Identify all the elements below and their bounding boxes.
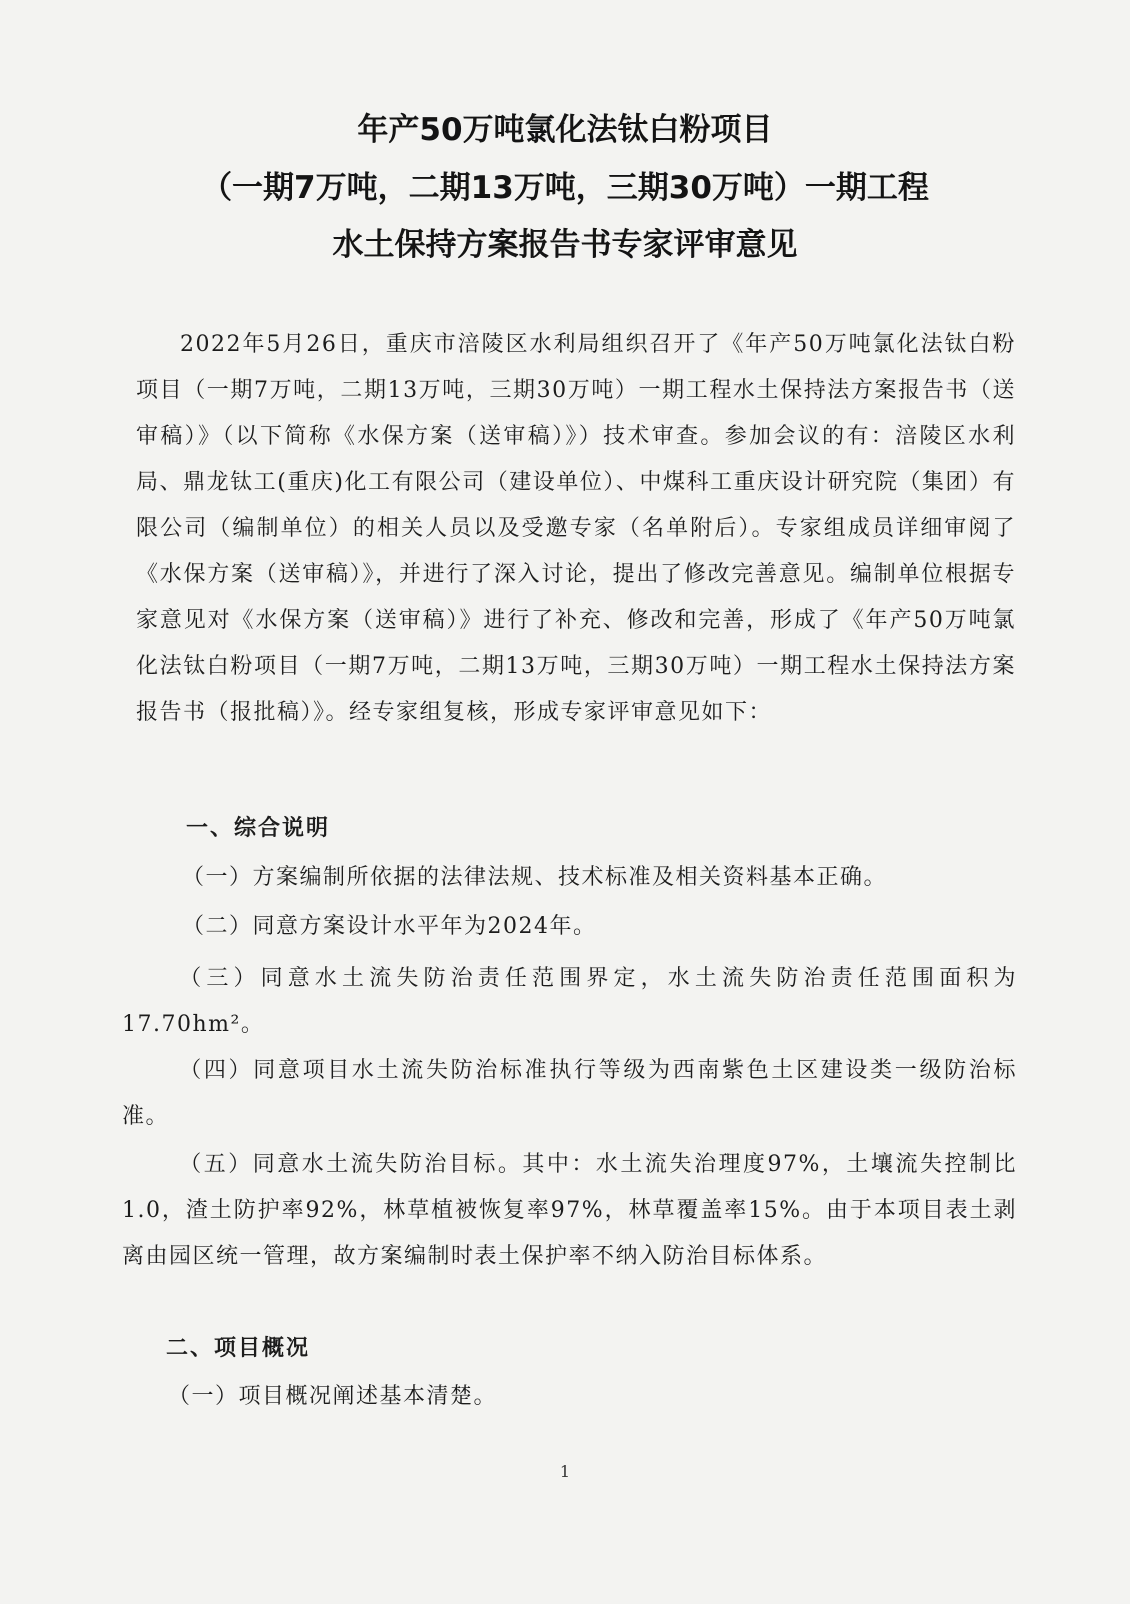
section-1-item-5: （五）同意水土流失防治目标。其中：水土流失治理度97%，土壤流失控制比1.0，渣土防护率92%，林草植被恢复率97%，林草覆盖率15%。由于本项目表土剥离由园区统一管理，故方案编制时表土保护率不纳入防治目标体系。 (122, 1152, 1017, 1269)
section-1-item-1: （一）方案编制所依据的法律法规、技术标准及相关资料基本正确。 (182, 865, 888, 890)
section-2-item-1: （一）项目概况阐述基本清楚。 (168, 1384, 498, 1409)
intro-paragraph: 2022年5月26日，重庆市涪陵区水利局组织召开了《年产50万吨氯化法钛白粉项目（一期7万吨，二期13万吨，三期30万吨）一期工程水土保持法方案报告书（送审稿）》（以下简称《水保方案（送审稿）》）技术审查。参加会议的有：涪陵区水利局、鼎龙钛工(重庆)化工有限公司（建设单位）、中煤科工重庆设计研究院（集团）有限公司（编制单位）的相关人员以及受邀专家（名单附后）。专家组成员详细审阅了《水保方案（送审稿）》，并进行了深入讨论，提出了修改完善意见。编制单位根据专家意见对《水保方案（送审稿）》进行了补充、修改和完善，形成了《年产50万吨氯化法钛白粉项目（一期7万吨，二期13万吨，三期30万吨）一期工程水土保持法方案报告书（报批稿）》。经专家组复核，形成专家评审意见如下： (136, 332, 1016, 725)
title-line-1: 年产50万吨氯化法钛白粉项目 (357, 112, 773, 148)
title-line-3: 水土保持方案报告书专家评审意见 (332, 227, 798, 263)
section-2-heading: 二、项目概况 (166, 1336, 311, 1361)
title-line-2: （一期7万吨，二期13万吨，三期30万吨）一期工程 (201, 170, 929, 206)
section-1-heading: 一、综合说明 (186, 816, 331, 841)
section-1-item-4: （四）同意项目水土流失防治标准执行等级为西南紫色土区建设类一级防治标准。 (122, 1058, 1017, 1129)
section-1-item-3: （三）同意水土流失防治责任范围界定，水土流失防治责任范围面积为17.70hm²。 (122, 966, 1017, 1037)
page-number: 1 (559, 1462, 571, 1481)
section-1-item-2: （二）同意方案设计水平年为2024年。 (182, 914, 597, 939)
